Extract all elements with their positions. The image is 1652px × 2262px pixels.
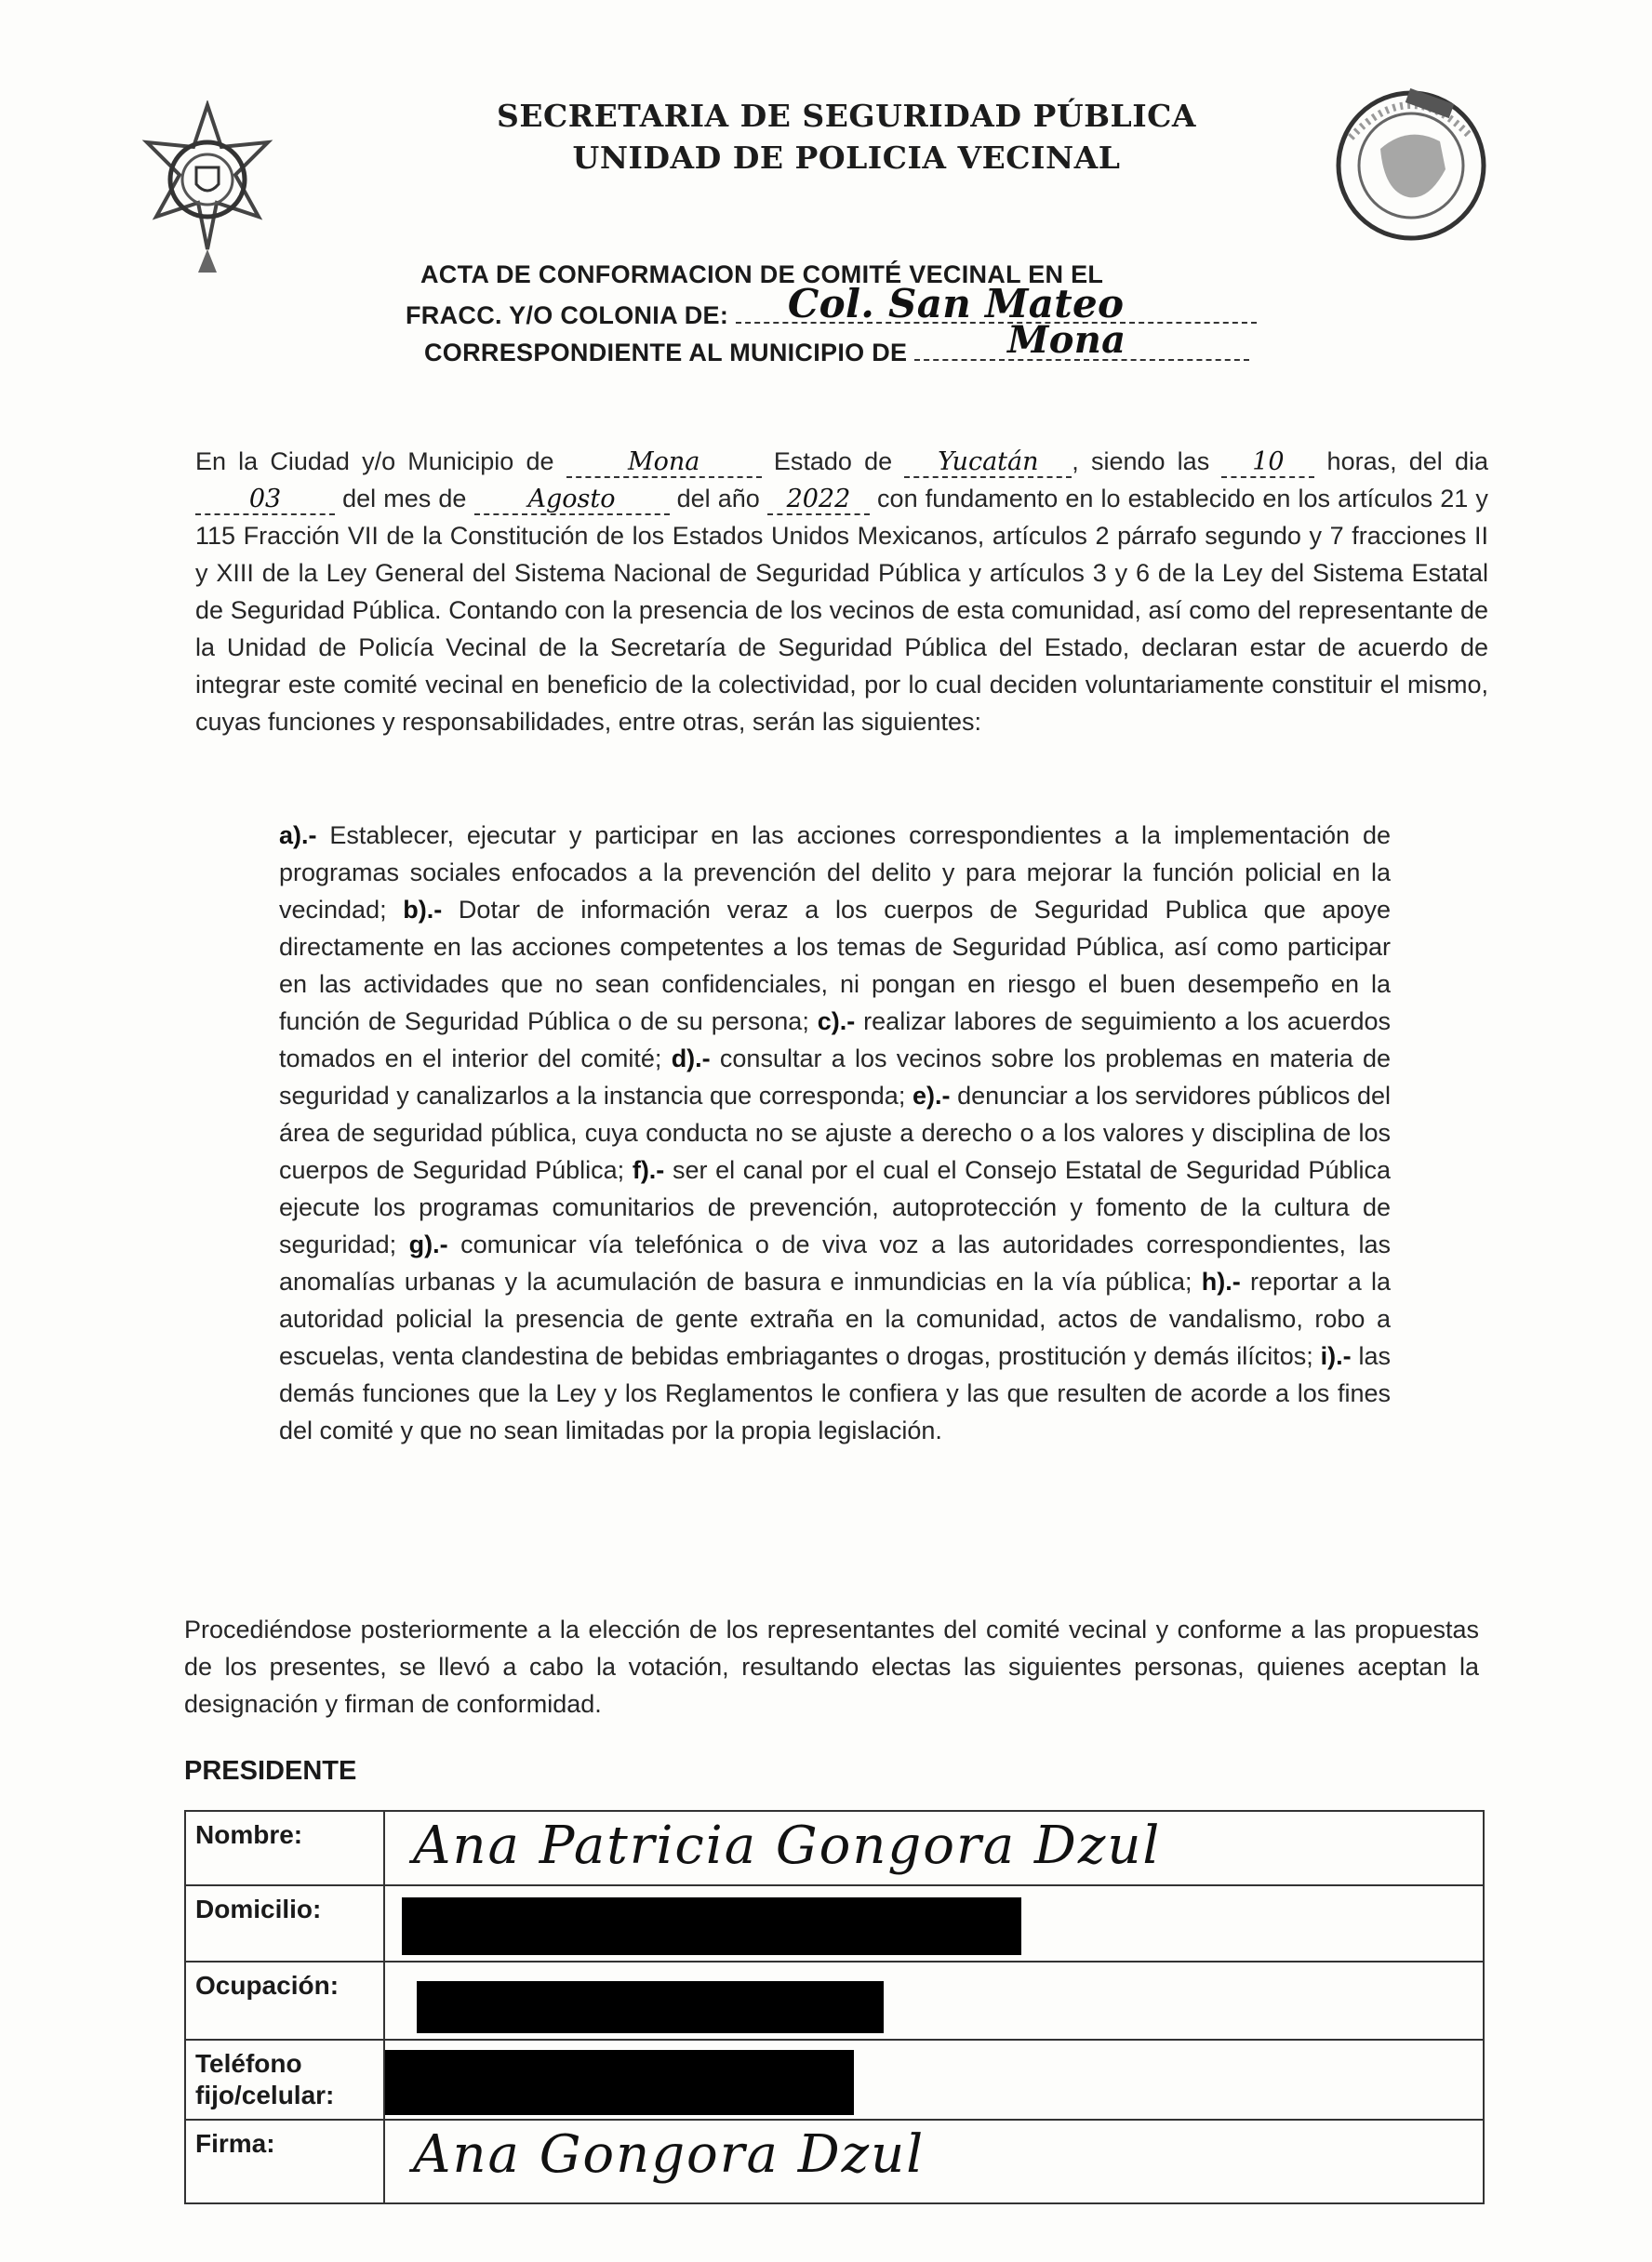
function-letter: b).- (403, 896, 443, 924)
function-letter: a).- (279, 821, 317, 849)
domicilio-label: Domicilio: (185, 1885, 384, 1962)
redaction-bar (385, 2050, 854, 2115)
intro-text: del año (676, 485, 760, 512)
function-text: Dotar de información veraz a los cuerpos de Seguridad Publica que apoye directamente en las acciones competentes a los temas de Seguridad Pública, así como participar en las actividades que no sean confidenciales, ni pongan en riesgo el buen desempeño en la función de Seguridad Pública o de su persona; (279, 896, 1391, 1035)
firma-label: Firma: (185, 2120, 384, 2203)
police-star-seal-icon (138, 100, 277, 277)
header-subtitle: UNIDAD DE POLICIA VECINAL (572, 140, 1121, 176)
function-text: realizar labores de seguimiento a los acuerdos tomados en el interior del comité; (279, 1007, 1391, 1072)
hora-value: 10 (1221, 448, 1314, 478)
municipio-field (914, 318, 1249, 362)
dia-value: 03 (195, 486, 335, 515)
function-letter: d).- (671, 1045, 711, 1072)
function-letter: c).- (817, 1007, 856, 1035)
function-text: consultar a los vecinos sobre los problemas en materia de seguridad y canalizarlos a la instancia que corresponda; (279, 1045, 1392, 1110)
telefono-cell (384, 2040, 1484, 2120)
president-table (184, 1810, 1485, 2204)
intro-text: con fundamento en lo establecido en los artículos 21 y 115 Fracción VII de la Constitución de los Estados Unidos Mexicanos, artículos 2 párrafo segundo y 7 fracciones II y XIII de la Ley General del Sistema Nacional de Seguridad Pública y artículos 3 y 6 de la Ley del Sistema Estatal de Seguridad Pública. Contando con la presencia de los vecinos de esta comunidad, así como del representante de la Unidad de Policía Vecinal de la Secretaría de Seguridad Pública del Estado, declaran estar de acuerdo de integrar este comité vecinal en beneficio de la colectividad, por lo cual deciden voluntariamente constituir el mismo, cuyas funciones y responsabilidades, entre otras, serán las siguientes: (195, 485, 1488, 736)
telefono-label: Teléfono fijo/celular: (185, 2040, 384, 2120)
domicilio-cell (384, 1885, 1484, 1962)
ocupacion-label: Ocupación: (185, 1962, 384, 2040)
function-text: denunciar a los servidores públicos del área de seguridad pública, cuya conducta no se ajuste a derecho o a los valores y disciplina de los cuerpos de Seguridad Pública; (279, 1082, 1392, 1184)
nombre-handwritten: Ana Patricia Gongora Dzul (413, 1816, 1162, 1876)
function-letter: i).- (1320, 1342, 1352, 1370)
table-row (185, 2120, 1484, 2203)
table-row (185, 1885, 1484, 1962)
acta-title: ACTA DE CONFORMACION DE COMITÉ VECINAL EN EL (420, 260, 1104, 288)
redaction-bar (417, 1981, 884, 2033)
function-letter: f).- (632, 1156, 665, 1184)
intro-text: , siendo las (1072, 447, 1210, 475)
firma-cell (384, 2120, 1484, 2203)
function-text: las demás funciones que la Ley y los Reglamentos le confiera y las que resulten de acorde a los fines del comité y que no sean limitadas por la propia legislación. (279, 1342, 1391, 1444)
colonia-handwritten: Col. San Mateo (787, 281, 1125, 326)
election-text: Procediéndose posteriormente a la elección de los representantes del comité vecinal y conforme a las propuestas de los presentes, se llevó a cabo la votación, resultando electas las siguientes personas, quienes aceptan la designación y firman de conformidad. (184, 1616, 1479, 1718)
table-row (185, 1962, 1484, 2040)
intro-text: Estado de (773, 447, 893, 475)
mes-value: Agosto (474, 486, 670, 515)
function-text: comunicar vía telefónica o de viva voz a las autoridades correspondientes, las anomalías urbanas y la acumulación de basura e inmundicias en la vía pública; (279, 1231, 1391, 1296)
signature: Ana Gongora Dzul (413, 2124, 926, 2185)
colonia-field (736, 281, 1257, 326)
anio-value: 2022 (767, 486, 870, 515)
acta-colonia-line (406, 281, 1257, 330)
function-letter: g).- (408, 1231, 448, 1258)
function-text: ser el canal por el cual el Consejo Estatal de Seguridad Pública ejecute los programas comunitarios de prevención, autoprotección y fomento de la cultura de seguridad; (279, 1156, 1391, 1258)
ocupacion-cell (384, 1962, 1484, 2040)
intro-text: En la Ciudad y/o Municipio de (195, 447, 554, 475)
function-text: reportar a la autoridad policial la presencia de gente extraña en la comunidad, actos de vandalismo, robo a escuelas, venta clandestina de bebidas embriagantes o drogas, prostitución y demás ilícitos; (279, 1268, 1392, 1370)
function-letter: h).- (1201, 1268, 1241, 1296)
nombre-label: Nombre: (185, 1811, 384, 1885)
redaction-bar (402, 1897, 1021, 1955)
estado-value: Yucatán (904, 448, 1072, 478)
intro-paragraph (195, 443, 1488, 740)
acta-municipio-line (424, 318, 1249, 367)
municipio-handwritten: Mona (1007, 318, 1126, 362)
acta-municipio-label: CORRESPONDIENTE AL MUNICIPIO DE (424, 339, 908, 366)
nombre-cell (384, 1811, 1484, 1885)
header-title: SECRETARIA DE SEGURIDAD PÚBLICA (496, 98, 1197, 134)
function-letter: e).- (912, 1082, 951, 1110)
council-seal-icon (1332, 82, 1490, 259)
acta-colonia-label: FRACC. Y/O COLONIA DE: (406, 301, 729, 329)
election-paragraph (184, 1611, 1479, 1723)
functions-list (279, 817, 1391, 1449)
municipio-value: Mona (566, 448, 762, 478)
president-section-title: PRESIDENTE (184, 1756, 357, 1786)
function-text: Establecer, ejecutar y participar en las acciones correspondientes a la implementación de programas sociales enfocados a la prevención del delito y para mejorar la función policial en la vecindad; (279, 821, 1391, 924)
table-row (185, 1811, 1484, 1885)
table-row (185, 2040, 1484, 2120)
intro-text: del mes de (342, 485, 467, 512)
intro-text: horas, del dia (1326, 447, 1488, 475)
